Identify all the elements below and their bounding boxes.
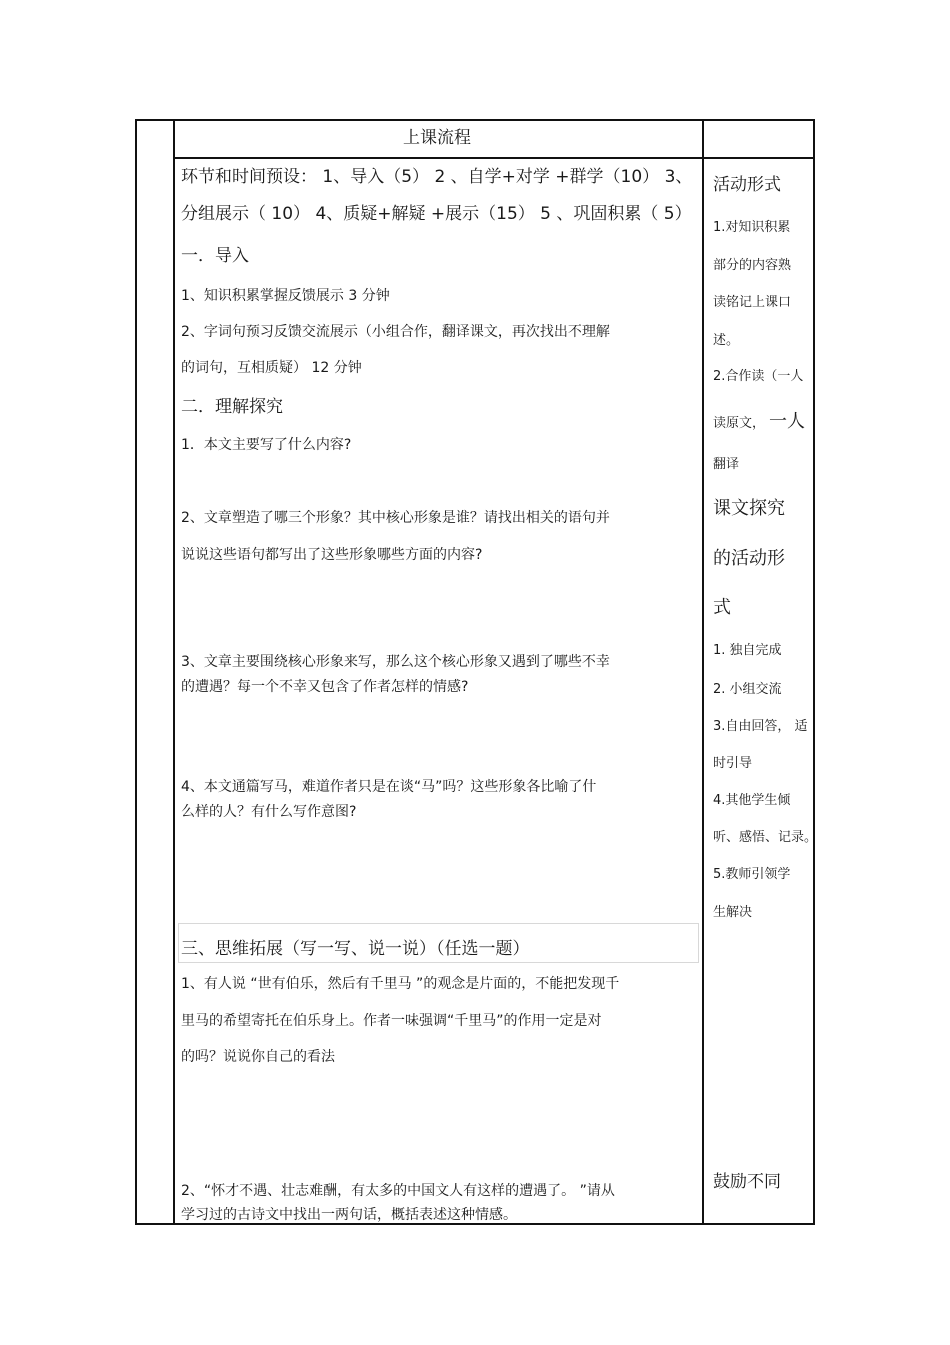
extension-1-line-2: 里马的希望寄托在伯乐身上。作者一味强调“千里马”的作用一定是对 (181, 1013, 602, 1029)
timing-line-1: 环节和时间预设： 1、导入（5） 2 、自学+对学 +群学（10） 3、 (181, 167, 693, 187)
table-bottom-border (135, 1223, 815, 1225)
activity-b1: 1. 独自完成 (713, 643, 782, 658)
encourage-text: 鼓励不同 (713, 1172, 781, 1192)
exploration-heading-line-2: 的活动形 (713, 548, 785, 569)
activity-a1-line-3: 读铭记上课口 (713, 295, 792, 310)
section-1-item-2-line-1: 2、字词句预习反馈交流展示（小组合作，翻译课文，再次找出不理解 (181, 324, 610, 340)
activity-b3-line-1: 3.自由回答， 适 (713, 719, 808, 734)
exploration-heading-line-1: 课文探究 (713, 498, 785, 519)
section-1-item-2-line-2: 的词句，互相质疑） 12 分钟 (181, 360, 362, 376)
table-right-border (813, 119, 815, 1225)
activity-a1-line-2: 部分的内容熟 (713, 258, 792, 273)
extension-1-line-1: 1、有人说 “世有伯乐，然后有千里马 ”的观念是片面的，不能把发现千 (181, 976, 620, 992)
activity-b4-line-2: 听、感悟、记录。 (713, 830, 818, 845)
section-1-item-1: 1、知识积累掌握反馈展示 3 分钟 (181, 288, 390, 304)
extension-2-line-2: 学习过的古诗文中找出一两句话，概括表述这种情感。 (181, 1207, 517, 1223)
activity-b3-line-2: 时引导 (713, 756, 753, 771)
question-3-line-2: 的遭遇？每一个不幸又包含了作者怎样的情感? (181, 679, 469, 695)
lesson-flow-title: 上课流程 (403, 128, 471, 148)
activity-b5-line-2: 生解决 (713, 905, 753, 920)
question-2-line-2: 说说这些语句都写出了这些形象哪些方面的内容? (181, 547, 483, 563)
question-4-line-2: 么样的人？有什么写作意图? (181, 804, 357, 820)
table-left-border (135, 119, 137, 1225)
activity-a1-line-4: 述。 (713, 333, 740, 348)
activity-a2-line-1: 2.合作读（一人 (713, 369, 804, 384)
timing-line-2: 分组展示（ 10） 4、质疑+解疑 +展示（15） 5 、巩固积累（ 5） (181, 204, 692, 224)
activity-form-heading: 活动形式 (713, 175, 781, 195)
activity-b2: 2. 小组交流 (713, 682, 782, 697)
question-2-line-1: 2、文章塑造了哪三个形象？其中核心形象是谁？请找出相关的语句并 (181, 510, 610, 526)
extension-2-line-1: 2、“怀才不遇、壮志难酬，有太多的中国文人有这样的遭遇了。 ”请从 (181, 1183, 615, 1199)
column-divider-right (702, 119, 704, 1225)
extension-1-line-3: 的吗？说说你自己的看法 (181, 1049, 335, 1065)
table-top-border (135, 119, 815, 121)
activity-b4-line-1: 4.其他学生倾 (713, 793, 791, 808)
column-divider-left (173, 119, 175, 1225)
question-1: 1．本文主要写了什么内容? (181, 437, 352, 453)
exploration-heading-line-3: 式 (713, 597, 731, 618)
header-row-divider (173, 157, 815, 159)
activity-a2-line-2a: 读原文， (713, 416, 766, 431)
activity-a2-line-2b: 一人 (769, 411, 805, 432)
activity-b5-line-1: 5.教师引领学 (713, 867, 791, 882)
activity-a2-line-3: 翻译 (713, 457, 740, 472)
activity-a1-line-1: 1.对知识积累 (713, 220, 791, 235)
section-1-heading: 一．导入 (181, 246, 249, 266)
section-3-heading: 三、思维拓展（写一写、说一说）（任选一题） (181, 939, 530, 959)
question-3-line-1: 3、文章主要围绕核心形象来写，那么这个核心形象又遇到了哪些不幸 (181, 654, 610, 670)
section-2-heading: 二．理解探究 (181, 397, 283, 417)
question-4-line-1: 4、本文通篇写马，难道作者只是在谈“马”吗？这些形象各比喻了什 (181, 779, 597, 795)
